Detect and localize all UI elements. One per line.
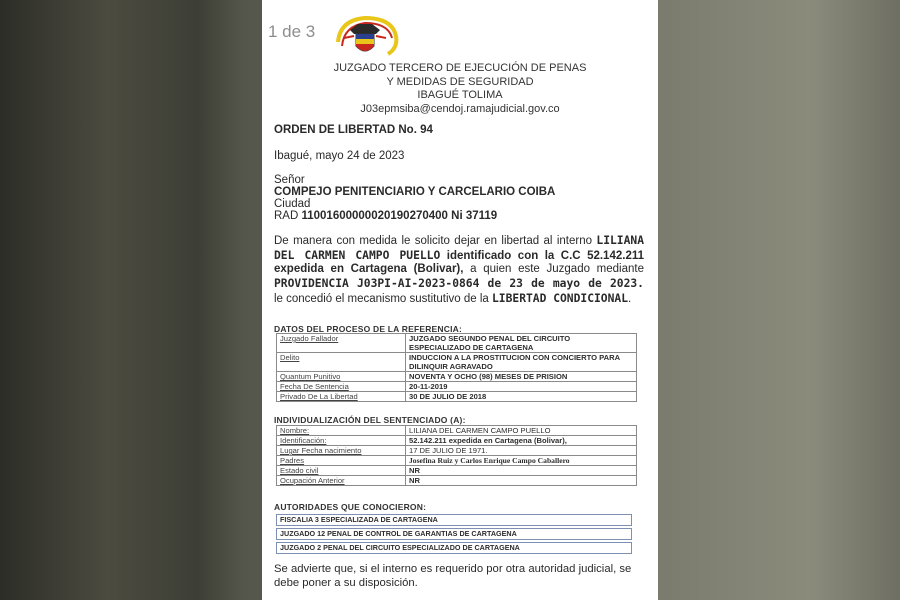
row-value: 30 DE JULIO DE 2018 — [406, 392, 637, 402]
row-label: Fecha De Sentencia — [277, 382, 406, 392]
table-row — [276, 528, 632, 540]
table-row — [277, 456, 637, 466]
row-label: Privado De La Libertad — [277, 392, 406, 402]
order-title: ORDEN DE LIBERTAD No. 94 — [274, 124, 433, 136]
table-row — [277, 436, 637, 446]
row-value: INDUCCION A LA PROSTITUCION CON CONCIERTO PARA DILINQUIR AGRAVADO — [406, 353, 637, 372]
table-row — [277, 426, 637, 436]
row-label: Estado civil — [277, 466, 406, 476]
recipient-name: COMPEJO PENITENCIARIO Y CARCELARIO COIBA — [274, 186, 556, 198]
table-row — [277, 476, 637, 486]
authority-name: JUZGADO 2 PENAL DEL CIRCUITO ESPECIALIZADO DE CARTAGENA — [276, 542, 632, 554]
row-value: 52.142.211 expedida en Cartagena (Bolivar), — [406, 436, 637, 446]
table-row — [277, 382, 637, 392]
table-row — [277, 466, 637, 476]
sentenciado-title: INDIVIDUALIZACIÓN DEL SENTENCIADO (A): — [274, 415, 466, 425]
table-row — [277, 353, 637, 372]
row-value: 17 DE JULIO DE 1971. — [406, 446, 637, 456]
row-value: JUZGADO SEGUNDO PENAL DEL CIRCUITO ESPECIALIZADO DE CARTAGENA — [406, 334, 637, 353]
body-text-4: le concedió el mecanismo sustitutivo de la — [274, 292, 492, 305]
body-text-3: a quien este Juzgado mediante — [463, 263, 644, 276]
row-value: NR — [406, 476, 637, 486]
court-name-line1: JUZGADO TERCERO DE EJECUCIÓN DE PENAS — [333, 62, 587, 74]
release-paragraph — [274, 234, 644, 307]
identification-text: identificado con la C.C 52.142.211 expedida en Cartagena (Bolivar), — [274, 249, 644, 276]
proceso-title: DATOS DEL PROCESO DE LA REFERENCIA: — [274, 324, 463, 334]
row-value: NOVENTA Y OCHO (98) MESES DE PRISION — [406, 372, 637, 382]
row-value: 20-11-2019 — [406, 382, 637, 392]
row-label: Ocupación Anterior — [277, 476, 406, 486]
autoridades-table — [276, 512, 632, 556]
row-value: NR — [406, 466, 637, 476]
body-text-5: . — [628, 292, 632, 305]
recipient-city: Ciudad — [274, 198, 311, 210]
rad-label: RAD — [274, 210, 299, 222]
table-row — [277, 334, 637, 353]
rad-line — [274, 210, 497, 222]
row-label: Delito — [277, 353, 406, 372]
court-city: IBAGUÉ TOLIMA — [417, 89, 503, 101]
footer-notice: Se advierte que, si el interno es requerido por otra autoridad judicial, se debe poner a su disposición. — [274, 563, 632, 589]
body-text-1: De manera con medida le solicito dejar en libertad al interno — [274, 235, 597, 247]
authority-name: JUZGADO 12 PENAL DE CONTROL DE GARANTIAS DE CARTAGENA — [276, 528, 632, 540]
date-line: Ibagué, mayo 24 de 2023 — [274, 150, 405, 162]
table-row — [277, 446, 637, 456]
table-row — [277, 372, 637, 382]
authority-name: FISCALIA 3 ESPECIALIZADA DE CARTAGENA — [276, 514, 632, 526]
court-name-line2: Y MEDIDAS DE SEGURIDAD — [386, 75, 534, 88]
row-label: Juzgado Fallador — [277, 334, 406, 353]
inmate-name: LILIANA DEL CARMEN CAMPO PUELLO — [274, 234, 644, 262]
proceso-table — [276, 333, 637, 402]
table-row — [276, 514, 632, 526]
row-value: LILIANA DEL CARMEN CAMPO PUELLO — [406, 426, 637, 436]
row-label: Quantum Punitivo — [277, 372, 406, 382]
row-label: Identificación: — [277, 436, 406, 446]
page-counter: 1 de 3 — [268, 22, 316, 41]
coat-of-arms-seal — [330, 12, 400, 62]
court-header — [262, 62, 658, 116]
rad-value: 11001600000020190270400 Ni 37119 — [301, 210, 498, 222]
sentenciado-table — [276, 425, 637, 486]
row-label: Lugar Fecha nacimiento — [277, 446, 406, 456]
row-value: Josefina Ruiz y Carlos Enrique Campo Caballero — [406, 456, 637, 466]
row-label: Padres — [277, 456, 406, 466]
providencia-text: PROVIDENCIA J03PI-AI-2023-0864 de 23 de mayo de 2023. — [274, 277, 644, 291]
autoridades-title: AUTORIDADES QUE CONOCIERON: — [274, 502, 427, 512]
court-email: J03epmsiba@cendoj.ramajudicial.gov.co — [360, 102, 560, 115]
benefit-text: LIBERTAD CONDICIONAL — [491, 291, 629, 305]
table-row — [277, 392, 637, 402]
salutation: Señor — [274, 174, 305, 186]
row-label: Nombre: — [277, 426, 406, 436]
table-row — [276, 542, 632, 554]
